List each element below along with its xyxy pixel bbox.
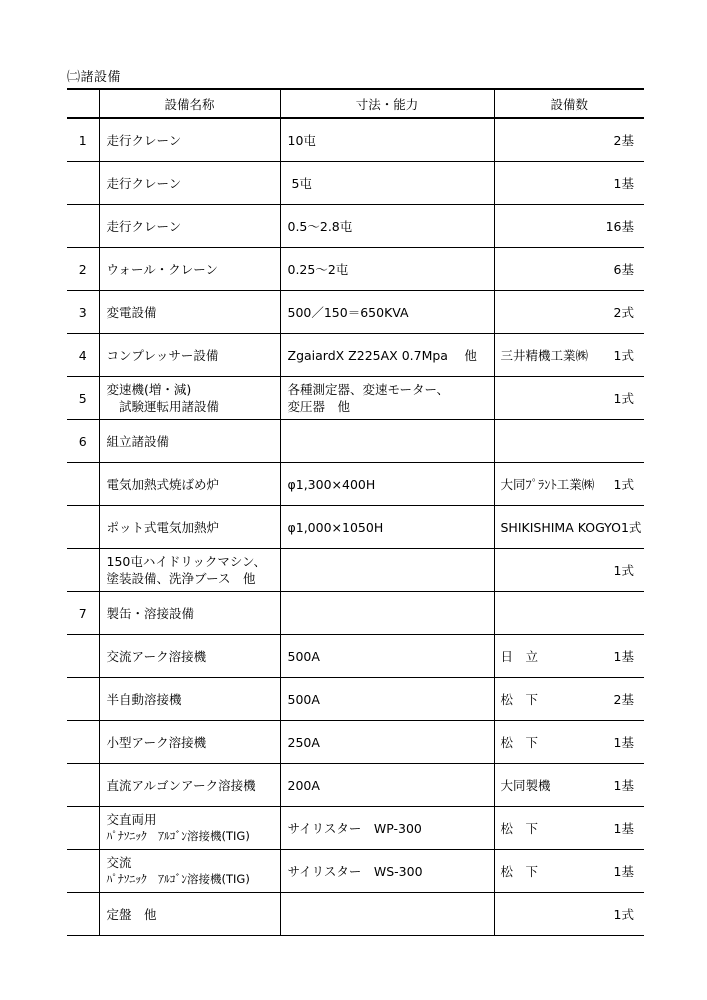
- equipment-name: 変速機(増・減): [106, 382, 192, 397]
- dimension-cell: [280, 721, 494, 764]
- equipment-name-cell: [99, 377, 280, 420]
- equipment-name-cell: [99, 162, 280, 205]
- equipment-name: 塗装設備、洗浄ブース 他: [106, 571, 256, 586]
- equipment-count: 1基: [613, 735, 634, 750]
- table-row: [67, 377, 644, 420]
- count-cell: [494, 721, 644, 764]
- count-cell: [494, 506, 644, 549]
- equipment-count: 1式: [613, 563, 634, 578]
- equipment-name-cell: [99, 248, 280, 291]
- dimension-cell: [280, 592, 494, 635]
- count-cell: [494, 205, 644, 248]
- equipment-name-cell: [99, 334, 280, 377]
- row-number: [67, 463, 99, 506]
- dimension-cell: [280, 377, 494, 420]
- equipment-name-cell: [99, 463, 280, 506]
- equipment-name-cell: [99, 807, 280, 850]
- count-cell: [494, 162, 644, 205]
- dimension-cell: [280, 205, 494, 248]
- row-number: [67, 807, 99, 850]
- dimension-cell: [280, 764, 494, 807]
- manufacturer: 松 下: [500, 735, 539, 750]
- row-number: [67, 635, 99, 678]
- equipment-name-cell: [99, 850, 280, 893]
- row-number: [67, 850, 99, 893]
- dimension-cell: [280, 291, 494, 334]
- equipment-name: 電気加熱式焼ばめ炉: [106, 476, 220, 492]
- dimension-capacity: 250A: [287, 734, 320, 750]
- table-row: [67, 506, 644, 549]
- equipment-name-cell: [99, 721, 280, 764]
- equipment-name: 直流アルゴンアーク溶接機: [106, 777, 256, 793]
- count-cell: [494, 291, 644, 334]
- table-row: [67, 463, 644, 506]
- equipment-name-cell: [99, 205, 280, 248]
- equipment-name-cell: [99, 506, 280, 549]
- equipment-name: 試験運転用諸設備: [106, 399, 220, 414]
- dimension-cell: [280, 506, 494, 549]
- count-cell: [494, 248, 644, 291]
- equipment-name: 走行クレーン: [106, 175, 182, 191]
- manufacturer: 三井精機工業㈱: [500, 348, 589, 363]
- equipment-count: 2基: [613, 692, 634, 707]
- manufacturer: 松 下: [500, 821, 539, 836]
- dimension-capacity: サイリスター WP-300: [287, 820, 422, 836]
- dimension-capacity: 500A: [287, 691, 320, 707]
- equipment-name-cell: [99, 635, 280, 678]
- table-row: [67, 334, 644, 377]
- equipment-count: 1式: [613, 477, 634, 492]
- dimension-capacity: サイリスター WS-300: [287, 863, 423, 879]
- header-name: 設備名称: [99, 89, 280, 118]
- equipment-count: 1式: [613, 907, 634, 922]
- count-cell: [494, 463, 644, 506]
- equipment-name-cell: [99, 291, 280, 334]
- dimension-capacity: 変圧器 他: [287, 399, 351, 414]
- equipment-count: 1基: [613, 821, 634, 836]
- row-number: 1: [67, 118, 99, 162]
- equipment-name: コンプレッサー設備: [106, 347, 219, 363]
- equipment-name: 組立諸設備: [106, 433, 170, 449]
- table-row: [67, 592, 644, 635]
- header-count: 設備数: [494, 89, 644, 118]
- count-cell: [494, 549, 644, 592]
- equipment-name: ウォール・クレーン: [106, 261, 219, 277]
- dimension-capacity: 500A: [287, 648, 320, 664]
- manufacturer: 大同ﾌﾟﾗﾝﾄ工業㈱: [500, 477, 595, 492]
- count-cell: [494, 807, 644, 850]
- table-row: [67, 678, 644, 721]
- row-number: [67, 678, 99, 721]
- dimension-cell: [280, 893, 494, 936]
- dimension-cell: [280, 850, 494, 893]
- dimension-capacity: φ1,000×1050H: [287, 519, 384, 535]
- equipment-count: 1基: [613, 176, 634, 191]
- dimension-capacity: 各種測定器、変速モーター、: [287, 382, 450, 397]
- dimension-capacity: φ1,300×400H: [287, 476, 376, 492]
- dimension-cell: [280, 807, 494, 850]
- equipment-name: 半自動溶接機: [106, 691, 182, 707]
- table-row: [67, 162, 644, 205]
- count-cell: [494, 118, 644, 162]
- equipment-name: ﾊﾟﾅｿﾆｯｸ ｱﾙｺﾞﾝ溶接機(TIG): [106, 829, 250, 843]
- manufacturer: 松 下: [500, 864, 539, 879]
- row-number: [67, 205, 99, 248]
- dimension-cell: [280, 420, 494, 463]
- equipment-name: ポット式電気加熱炉: [106, 519, 220, 535]
- equipment-name: 走行クレーン: [106, 132, 182, 148]
- equipment-count: 2基: [613, 133, 634, 148]
- equipment-table: [67, 88, 644, 936]
- section-title: ㈡諸設備: [67, 70, 122, 85]
- equipment-name: 交流アーク溶接機: [106, 648, 207, 664]
- table-row: [67, 850, 644, 893]
- dimension-capacity: 10屯: [287, 132, 316, 148]
- dimension-capacity: 5屯: [287, 175, 312, 191]
- table-row: [67, 764, 644, 807]
- count-cell: [494, 334, 644, 377]
- row-number: [67, 162, 99, 205]
- equipment-name: 製缶・溶接設備: [106, 605, 195, 621]
- row-number: 4: [67, 334, 99, 377]
- count-cell: [494, 635, 644, 678]
- row-number: 2: [67, 248, 99, 291]
- dimension-cell: [280, 334, 494, 377]
- equipment-name: 定盤 他: [106, 906, 157, 922]
- table-row: [67, 549, 644, 592]
- dimension-capacity: ZgaiardX Z225AX 0.7Mpa 他: [287, 347, 477, 363]
- row-number: [67, 506, 99, 549]
- dimension-cell: [280, 118, 494, 162]
- dimension-capacity: 500／150＝650KVA: [287, 304, 409, 320]
- equipment-count: 1式: [620, 520, 642, 535]
- dimension-cell: [280, 162, 494, 205]
- table-header-row: [67, 89, 644, 118]
- row-number: 6: [67, 420, 99, 463]
- row-number: 5: [67, 377, 99, 420]
- manufacturer: 日 立: [500, 649, 539, 664]
- header-dimension: 寸法・能力: [280, 89, 494, 118]
- table-row: [67, 205, 644, 248]
- manufacturer: 大同製機: [500, 778, 551, 793]
- equipment-name: 交直両用: [106, 812, 157, 827]
- count-cell: [494, 850, 644, 893]
- equipment-name: 変電設備: [106, 304, 157, 320]
- equipment-name-cell: [99, 764, 280, 807]
- row-number: [67, 721, 99, 764]
- equipment-name: 交流: [106, 855, 132, 870]
- equipment-count: 1式: [613, 391, 634, 406]
- row-number: 7: [67, 592, 99, 635]
- dimension-cell: [280, 549, 494, 592]
- equipment-name: 150屯ハイドリックマシン、: [106, 554, 267, 569]
- equipment-count: 1基: [613, 649, 634, 664]
- equipment-name-cell: [99, 420, 280, 463]
- header-no: [67, 89, 99, 118]
- equipment-name-cell: [99, 549, 280, 592]
- table-row: [67, 248, 644, 291]
- row-number: [67, 893, 99, 936]
- equipment-name-cell: [99, 893, 280, 936]
- dimension-capacity: 0.5～2.8屯: [287, 218, 353, 234]
- equipment-name-cell: [99, 678, 280, 721]
- count-cell: [494, 420, 644, 463]
- equipment-name: ﾊﾟﾅｿﾆｯｸ ｱﾙｺﾞﾝ溶接機(TIG): [106, 872, 250, 886]
- table-row: [67, 893, 644, 936]
- dimension-cell: [280, 463, 494, 506]
- row-number: 3: [67, 291, 99, 334]
- manufacturer: 松 下: [500, 692, 539, 707]
- table-row: [67, 118, 644, 162]
- dimension-cell: [280, 678, 494, 721]
- equipment-name-cell: [99, 118, 280, 162]
- dimension-capacity: 200A: [287, 777, 320, 793]
- table-row: [67, 721, 644, 764]
- count-cell: [494, 377, 644, 420]
- table-row: [67, 291, 644, 334]
- equipment-count: 6基: [613, 262, 634, 277]
- dimension-cell: [280, 635, 494, 678]
- count-cell: [494, 893, 644, 936]
- count-cell: [494, 764, 644, 807]
- manufacturer: SHIKISHIMA KOGYO: [500, 519, 621, 535]
- equipment-name-cell: [99, 592, 280, 635]
- dimension-capacity: 0.25～2屯: [287, 261, 349, 277]
- table-row: [67, 635, 644, 678]
- equipment-name: 走行クレーン: [106, 218, 182, 234]
- equipment-name: 小型アーク溶接機: [106, 734, 207, 750]
- row-number: [67, 764, 99, 807]
- equipment-count: 1式: [613, 348, 634, 363]
- equipment-count: 16基: [605, 219, 634, 234]
- equipment-count: 1基: [613, 864, 634, 879]
- row-number: [67, 549, 99, 592]
- count-cell: [494, 592, 644, 635]
- equipment-count: 1基: [613, 778, 634, 793]
- dimension-cell: [280, 248, 494, 291]
- count-cell: [494, 678, 644, 721]
- table-row: [67, 420, 644, 463]
- table-row: [67, 807, 644, 850]
- equipment-count: 2式: [613, 305, 634, 320]
